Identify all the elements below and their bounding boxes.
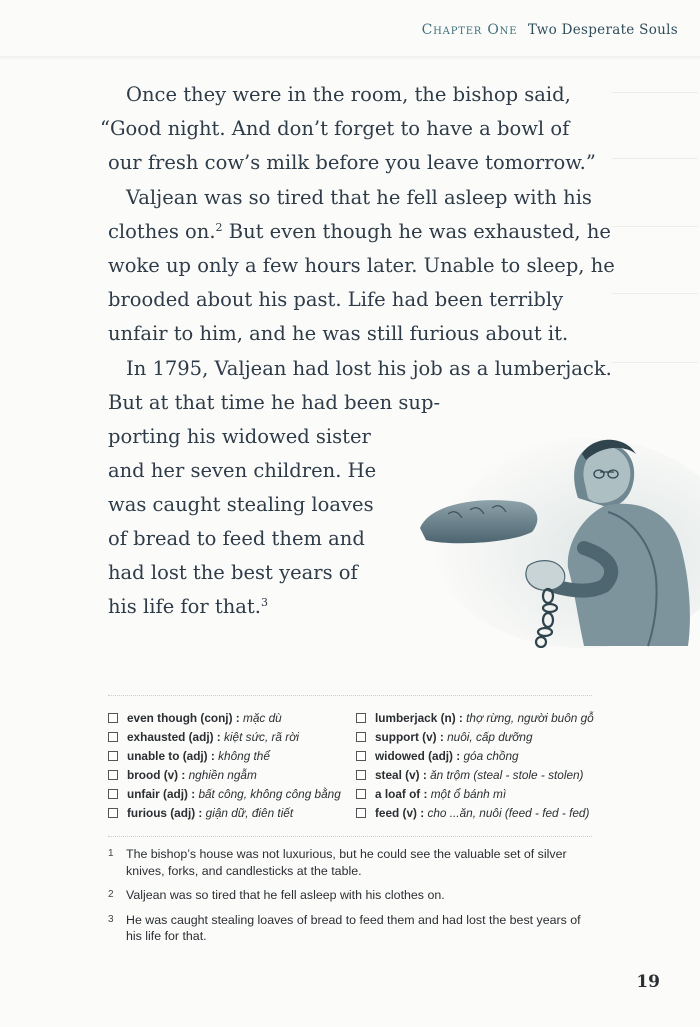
footnote-text: The bishop’s house was not luxurious, but he could see the valuable set of silver knives, forks, and candlesticks at the table. xyxy=(126,847,567,878)
vocab-definition: thợ rừng, người buôn gỗ xyxy=(466,711,594,725)
text-line: In 1795, Valjean had lost his job as a lumberjack. xyxy=(126,357,612,380)
vocab-item xyxy=(356,785,601,804)
page-number: 19 xyxy=(636,972,660,992)
vocab-item xyxy=(108,709,353,728)
valjean-illustration xyxy=(408,428,700,648)
footnote-ref[interactable]: 3 xyxy=(260,596,268,609)
text-line: porting his widowed sister xyxy=(108,425,371,448)
footnote-3 xyxy=(108,912,598,945)
vocab-item xyxy=(356,804,601,823)
chapter-label: Chapter One xyxy=(421,22,518,38)
vocab-definition: nuôi, cấp dưỡng xyxy=(447,730,533,744)
text-line: woke up only a few hours later. Unable to sleep, he xyxy=(108,254,615,277)
footnote-divider xyxy=(108,836,592,837)
text-line: unfair to him, and he was still furious about it. xyxy=(108,322,569,345)
margin-line xyxy=(612,293,698,294)
vocab-term: unfair (adj) : xyxy=(127,787,196,801)
vocab-term: a loaf of : xyxy=(375,787,428,801)
footnote-number: 1 xyxy=(108,848,114,859)
vocab-item xyxy=(356,709,601,728)
vocab-definition: kiệt sức, rã rời xyxy=(224,730,299,744)
checkbox[interactable] xyxy=(108,770,118,780)
vocab-term: steal (v) : xyxy=(375,768,427,782)
vocab-term: furious (adj) : xyxy=(127,806,203,820)
margin-line xyxy=(612,92,698,93)
vocab-item xyxy=(108,728,353,747)
checkbox[interactable] xyxy=(108,732,118,742)
text-line: Once they were in the room, the bishop said, xyxy=(126,83,571,106)
footnote-ref[interactable]: 2 xyxy=(215,221,223,234)
checkbox[interactable] xyxy=(356,732,366,742)
text-line: clothes on. xyxy=(108,220,216,243)
vocab-item xyxy=(108,747,353,766)
footnote-text: Valjean was so tired that he fell asleep with his clothes on. xyxy=(126,888,445,902)
text-line: “Good night. And don’t forget to have a bowl of xyxy=(100,117,570,140)
paragraph-2 xyxy=(108,181,615,351)
checkbox[interactable] xyxy=(108,789,118,799)
text-line: and her seven children. He xyxy=(108,459,377,482)
footnote-text: He was caught stealing loaves of bread to feed them and had lost the best years of his life for that. xyxy=(126,912,581,943)
vocab-definition: cho ...ăn, nuôi (feed - fed - fed) xyxy=(427,806,590,820)
vocab-definition: bất công, không công bằng xyxy=(198,787,341,801)
vocab-definition: nghiền ngẫm xyxy=(188,768,257,782)
header-shadow xyxy=(0,56,700,60)
footnote-number: 3 xyxy=(108,913,114,925)
text-line: Valjean was so tired that he fell asleep with his xyxy=(126,186,592,209)
vocab-term: support (v) : xyxy=(375,730,444,744)
vocab-divider xyxy=(108,695,592,696)
text-line: But even though he was exhausted, he xyxy=(222,220,611,243)
vocab-term: widowed (adj) : xyxy=(375,749,461,763)
vocab-term: unable to (adj) : xyxy=(127,749,215,763)
vocab-definition: ăn trộm (steal - stole - stolen) xyxy=(430,768,584,782)
text-line: our fresh cow’s milk before you leave tomorrow.” xyxy=(108,151,596,174)
footnotes xyxy=(108,846,598,953)
vocab-term: brood (v) : xyxy=(127,768,186,782)
vocab-item xyxy=(108,766,353,785)
vocab-item xyxy=(108,804,353,823)
vocab-item xyxy=(356,766,601,785)
checkbox[interactable] xyxy=(108,808,118,818)
paragraph-1 xyxy=(100,78,598,180)
margin-line xyxy=(612,362,698,363)
text-line: his life for that. xyxy=(108,595,261,618)
vocab-definition: một ổ bánh mì xyxy=(430,787,507,801)
text-line: But at that time he had been sup- xyxy=(108,391,441,414)
vocab-term: feed (v) : xyxy=(375,806,425,820)
checkbox[interactable] xyxy=(356,808,366,818)
vocab-item xyxy=(356,728,601,747)
text-line: was caught stealing loaves xyxy=(108,493,374,516)
vocab-column-left xyxy=(108,709,353,823)
vocab-definition: giận dữ, điên tiết xyxy=(205,806,294,820)
margin-line xyxy=(612,158,698,159)
margin-line xyxy=(612,226,698,227)
vocab-column-right xyxy=(356,709,601,823)
text-line: brooded about his past. Life had been terribly xyxy=(108,288,564,311)
vocab-definition: mặc dù xyxy=(243,711,282,725)
vocab-definition: không thể xyxy=(218,749,270,763)
footnote-2 xyxy=(108,887,598,904)
vocab-item xyxy=(356,747,601,766)
checkbox[interactable] xyxy=(356,789,366,799)
vocab-term: lumberjack (n) : xyxy=(375,711,463,725)
text-line: had lost the best years of xyxy=(108,561,358,584)
checkbox[interactable] xyxy=(356,713,366,723)
vocab-definition: góa chồng xyxy=(463,749,519,763)
running-header xyxy=(422,22,678,38)
checkbox[interactable] xyxy=(356,770,366,780)
checkbox[interactable] xyxy=(108,751,118,761)
checkbox[interactable] xyxy=(356,751,366,761)
vocab-term: exhausted (adj) : xyxy=(127,730,221,744)
vocab-term: even though (conj) : xyxy=(127,711,240,725)
footnote-1 xyxy=(108,846,598,879)
chapter-title: Two Desperate Souls xyxy=(527,22,678,38)
footnote-number: 2 xyxy=(108,889,114,900)
checkbox[interactable] xyxy=(108,713,118,723)
text-line: of bread to feed them and xyxy=(108,527,365,550)
vocab-item xyxy=(108,785,353,804)
